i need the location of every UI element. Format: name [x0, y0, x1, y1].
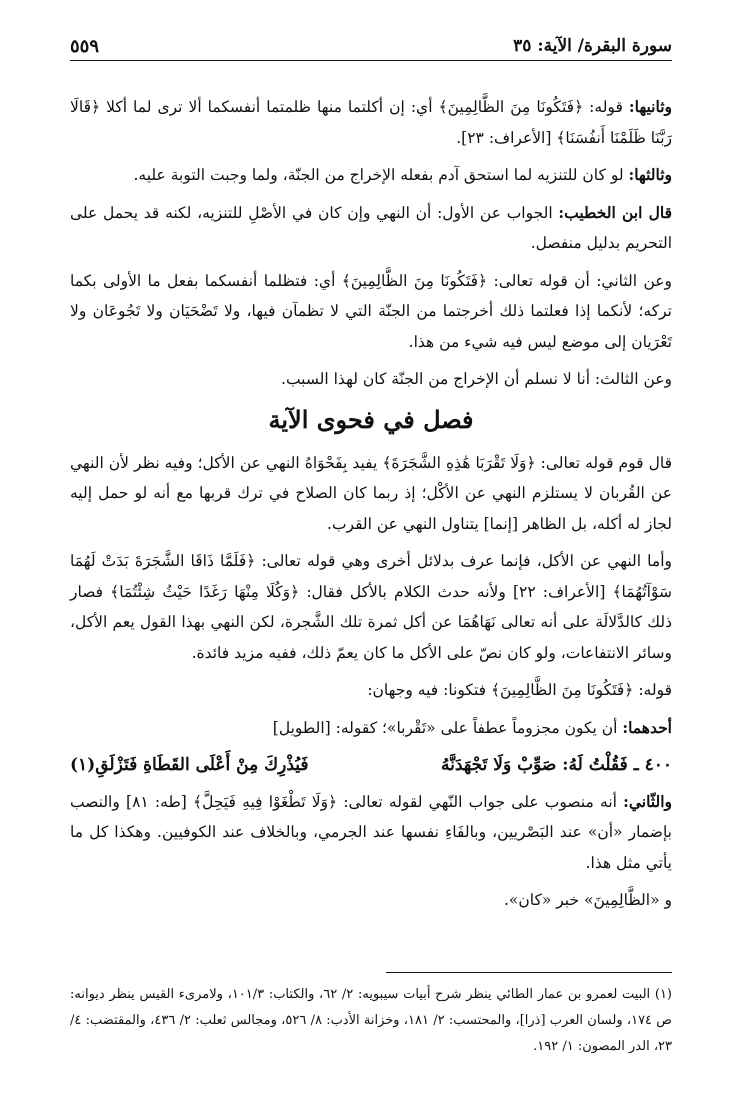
main-text: [70, 92, 672, 923]
page-number: ٥٥٩: [70, 36, 100, 57]
paragraph-lead: وثانيها:: [628, 97, 672, 116]
paragraph-lead: أحدهما:: [622, 717, 672, 737]
paragraph: [70, 198, 672, 259]
paragraph-text: وعن الثاني: أن قوله تعالى: ﴿فَتَكُونَا مِنَ الظَّالِمِينَ﴾ أي: فتظلما أنفسكما بفعل ما الأولى بكما تركه؛ لأنكما إذا فعلتما ذلك أخرجتما من الجنّة التي لا تظمآن فيها، ولا تَضْحَيَان ولا تَجُوعَان ولا تَعْرَيان إلى موضع ليس فيه شيء من هذا.: [70, 271, 672, 351]
footnote-rule: [386, 972, 672, 973]
verse-second-hemistich: فَيُذْرِكَ مِنْ أَعْلَى القَطَاةِ فَتَزْلَقِ(١): [70, 755, 309, 775]
running-header: [70, 36, 672, 64]
verse-first-hemistich: [441, 750, 672, 781]
paragraph: [70, 266, 672, 358]
paragraph: [70, 92, 672, 153]
paragraph: [70, 713, 672, 744]
paragraph-text: أن يكون مجزوماً عطفاً على «تَقْربا»؛ كقوله: [الطويل]: [272, 718, 623, 737]
header-rule: [70, 60, 672, 61]
surah-verse-title: سورة البقرة/ الآية: ٣٥: [513, 36, 672, 56]
paragraph-text: قوله: ﴿فَتَكُونَا مِنَ الظَّالِمِينَ﴾ أي: إن أكلتما منها ظلمتما أنفسكما ألا ترى لما أكلا ﴿قَالَا رَبَّنَا ظَلَمْنَا أَنفُسَنَا﴾ [الأعراف: ٢٣].: [70, 98, 672, 147]
paragraph-text: الجواب عن الأول: أن النهي وإن كان في الأصْلِ للتنزيه، لكنه قد يحمل على التحريم بدليل منفصل.: [70, 203, 672, 252]
paragraph: [70, 448, 672, 540]
paragraph-text: أنه منصوب على جواب النّهي لقوله تعالى: ﴿وَلَا تَطْغَوْا فِيهِ فَيَحِلَّ﴾ [طه: ٨١] والنصب بإضمار «أن» عند البَصْريين، وبالفَاءِ نفسها عند الجرمي، وبالخلاف عند الكوفيين. وهكذا كل ما يأتي مثل هذا.: [70, 792, 672, 872]
paragraph-text: وأما النهي عن الأكل، فإنما عرف بدلائل أخرى وهي قوله تعالى: ﴿فَلَمَّا ذَاقَا الشَّجَرَةَ بَدَتْ لَهُمَا سَوْآتُهُمَا﴾ [الأعراف: ٢٢] ولأنه حدث الكلام بالأكل فقال: ﴿وَكُلَا مِنْهَا رَغَدًا حَيْثُ شِئْتُمَا﴾ فصار ذلك كالدَّلالَة على أنه تعالى نَهَاهُمَا عن أكل ثمرة تلك الشَّجرة، لكن النهي بهذا القول يعم الأكل، وسائر الانتفاعات، ولو كان نصّ على الأكل ما كان يعمّ ذلك، ففيه مزيد فائدة.: [70, 552, 672, 662]
paragraph-lead: وثالثها:: [628, 165, 672, 184]
paragraph-text: قوله: ﴿فَتَكُونَا مِنَ الظَّالِمِينَ﴾ فتكونا: فيه وجهان:: [367, 681, 672, 699]
paragraph-text: قال قوم قوله تعالى: ﴿وَلَا تَقْرَبَا هَٰذِهِ الشَّجَرَةَ﴾ يفيد بِفَحْوَاهُ النهي عن الأكل؛ وفيه نظر لأن النهي عن القُربان لا يستلزم النهي عن الأكْل؛ إذ ربما كان الصلاح في ترك قربها مع أنه لو حمل إليه لجاز له أكله، بل الظاهر [إنما] يتناول النهي عن القرب.: [70, 453, 672, 533]
paragraph-text: و «الظَّالِمِينَ» خبر «كان».: [503, 891, 672, 909]
footnote: (١) البيت لعمرو بن عمار الطائي ينظر شرح أبيات سيبويه: ٢/ ٦٢، والكتاب: ١٠١/٣، ولامرىء القيس ينظر ديوانه: ص ١٧٤، ولسان العرب [ذرا]، والمحتسب: ٢/ ١٨١، وخزانة الأدب: ٨/ ٥٢٦، ومجالس ثعلب: ٢/ ٤٣٦، والمقتضب: ٤/ ٢٣، الدر المصون: ١/ ١٩٢.: [70, 987, 673, 1054]
paragraph-text: لو كان للتنزيه لما استحق آدم بفعله الإخراج من الجنّة، ولما وجبت التوبة عليه.: [133, 166, 629, 184]
paragraph-text: وعن الثالث: أنا لا نسلم أن الإخراج من الجنّة كان لهذا السبب.: [281, 370, 672, 388]
paragraph: [70, 885, 672, 916]
verse-first-text: فَقُلْتُ لَهُ: صَوِّبْ وَلَا تَجْهَدَنَّهُ: [441, 755, 628, 775]
paragraph: [70, 546, 672, 668]
footnotes: [70, 982, 672, 1060]
paragraph-lead: قال ابن الخطيب:: [558, 202, 672, 222]
paragraph-lead: والثّاني:: [623, 791, 672, 811]
verse-number: ٤٠٠ ـ: [633, 755, 672, 775]
section-heading: فصل في فحوى الآية: [268, 404, 474, 434]
poetry-verse: [70, 750, 672, 781]
paragraph: [70, 787, 672, 879]
paragraph: [70, 675, 672, 706]
paragraph: [70, 160, 672, 191]
paragraph: [70, 364, 672, 395]
